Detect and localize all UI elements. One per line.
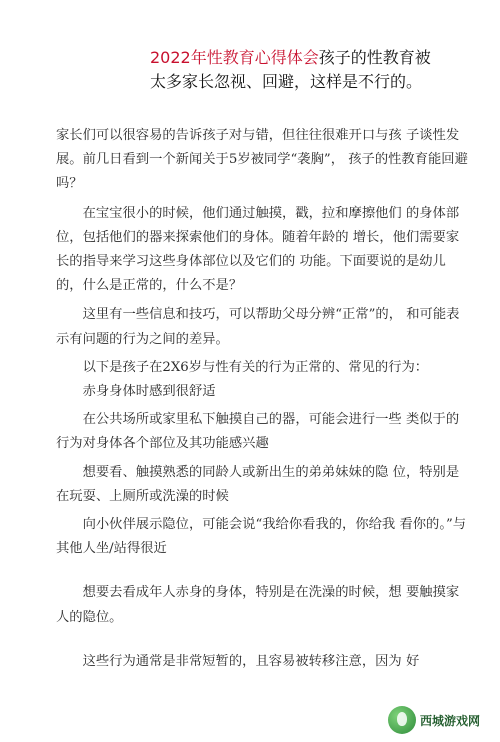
paragraph-intro: 家长们可以很容易的告诉孩子对与错，但往往很难开口与孩 子谈性发展。前几日看到一个新闻关于5岁被同学“袭胸”， 孩子的性教育能回避吗？ xyxy=(56,128,468,192)
leaf-logo-icon xyxy=(388,706,416,734)
title-line-1 xyxy=(150,46,480,70)
list-item: 在公共场所或家里私下触摸自己的器，可能会进行一些 类似于的行为对身体各个部位及其功能感兴趣 xyxy=(56,412,460,452)
watermark-text: 西城游戏网 xyxy=(420,713,481,728)
title-line-2: 太多家长忽视、回避，这样是不行的。 xyxy=(150,72,423,91)
list-item: 想要去看成年人赤身的身体，特别是在洗澡的时候，想 要触摸家人的隐位。 xyxy=(56,585,460,625)
title-highlight: 2022年性教育心得体会 xyxy=(150,48,319,67)
article-body xyxy=(56,124,468,674)
site-watermark xyxy=(388,706,492,734)
article-title xyxy=(150,46,480,94)
list-item: 想要看、触摸熟悉的同龄人或新出生的弟弟妹妹的隐 位，特别是在玩耍、上厕所或洗澡的时候 xyxy=(56,464,460,504)
paragraph: 这里有一些信息和技巧，可以帮助父母分辨“正常”的， 和可能表示有问题的行为之间的差异。 xyxy=(56,307,460,347)
title-line-1-rest: 孩子的性教育被 xyxy=(318,48,431,67)
paragraph: 这些行为通常是非常短暂的，且容易被转移注意，因为 好 xyxy=(82,653,420,669)
paragraph: 以下是孩子在2X6岁与性有关的行为正常的、常见的行为： xyxy=(82,359,429,375)
list-item: 赤身身体时感到很舒适 xyxy=(82,384,216,400)
list-item: 向小伙伴展示隐位，可能会说“我给你看我的，你给我 看你的。”与其他人坐/站得很近 xyxy=(56,517,467,557)
paragraph: 在宝宝很小的时候，他们通过触摸，戳，拉和摩擦他们 的身体部位，包括他们的器来探索他们的身体。随着年龄的 增长，他们需要家长的指导来学习这些身体部位以及它们的 功能。下面要说的是幼儿的，什么是正常的，什么不是？ xyxy=(56,205,460,294)
